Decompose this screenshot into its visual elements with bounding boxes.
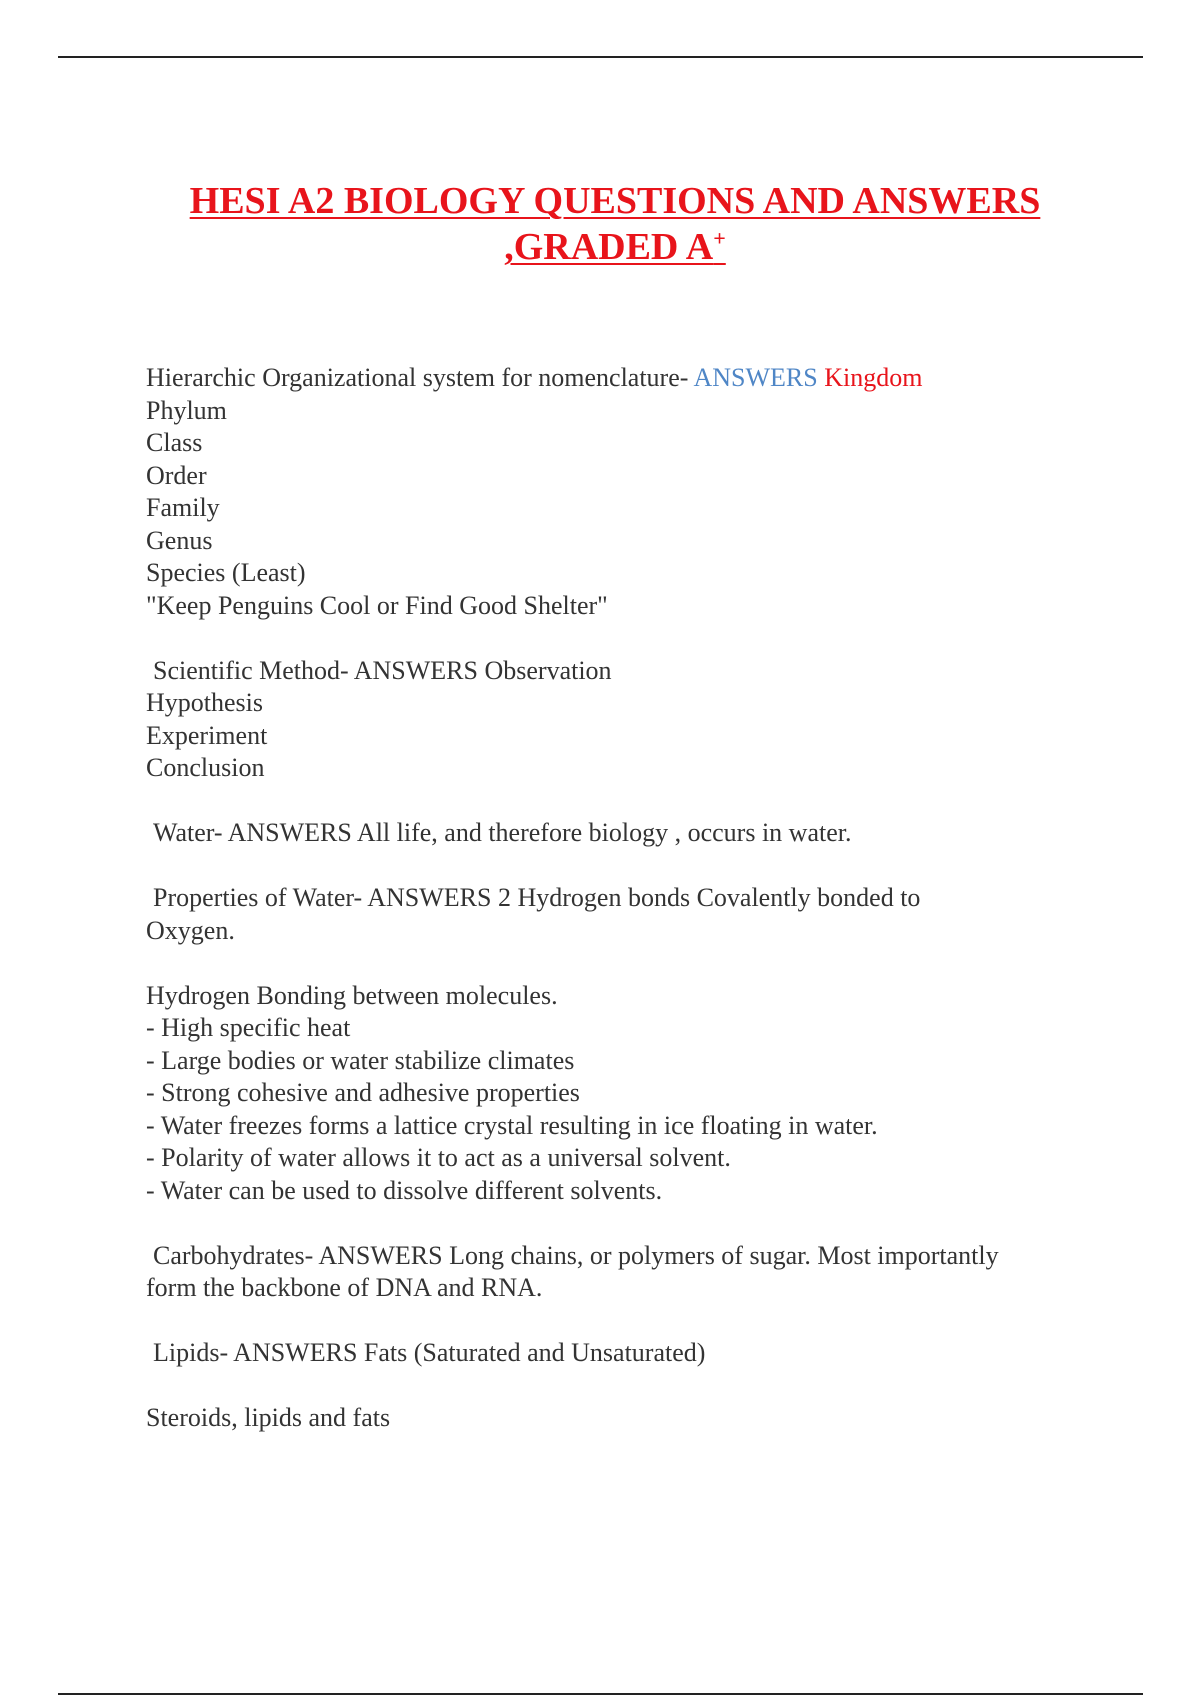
lipids-line: Lipids- ANSWERS Fats (Saturated and Unsaturated) xyxy=(153,1338,706,1367)
scientific-method-line: Scientific Method- ANSWERS Observation xyxy=(153,655,612,685)
list-item: - Large bodies or water stabilize climates xyxy=(146,1045,575,1075)
hierarchy-mnemonic: "Keep Penguins Cool or Find Good Shelter" xyxy=(146,590,608,620)
document-body xyxy=(146,362,1086,1435)
document-title xyxy=(60,178,1170,270)
water-line: Water- ANSWERS All life, and therefore biology , occurs in water. xyxy=(153,818,852,847)
properties-line-1: Properties of Water- ANSWERS 2 Hydrogen bonds Covalently bonded to xyxy=(153,883,921,912)
spacer xyxy=(146,850,1086,883)
list-item: Order xyxy=(146,460,207,490)
spacer xyxy=(146,947,1086,980)
list-item: Genus xyxy=(146,525,213,555)
spacer xyxy=(146,1370,1086,1403)
answers-label: ANSWERS xyxy=(693,363,818,392)
title-line-1: HESI A2 BIOLOGY QUESTIONS AND ANSWERS xyxy=(189,180,1041,222)
list-item: Phylum xyxy=(146,395,227,425)
spacer xyxy=(146,1207,1086,1240)
hierarchy-question: Hierarchic Organizational system for nomenclature- xyxy=(146,363,694,392)
list-item: Species (Least) xyxy=(146,558,306,587)
title-line-2: ,GRADED A xyxy=(504,226,714,268)
hierarchy-first-item: Kingdom xyxy=(824,363,923,392)
spacer xyxy=(146,785,1086,818)
properties-line-2: Oxygen. xyxy=(146,915,235,945)
list-item: - Water can be used to dissolve different solvents. xyxy=(146,1175,663,1205)
list-item: Hypothesis xyxy=(146,688,263,717)
top-rule xyxy=(58,56,1143,58)
list-item: - Polarity of water allows it to act as a universal solvent. xyxy=(146,1143,731,1172)
spacer xyxy=(146,622,1086,655)
spacer xyxy=(146,1305,1086,1338)
list-item: Family xyxy=(146,493,220,522)
carbohydrates-line-1: Carbohydrates- ANSWERS Long chains, or polymers of sugar. Most importantly xyxy=(153,1240,999,1270)
list-item: Conclusion xyxy=(146,753,265,782)
steroids-line: Steroids, lipids and fats xyxy=(146,1403,391,1432)
hierarchy-question-line xyxy=(146,362,1086,395)
list-item: Experiment xyxy=(146,720,268,750)
title-superscript: + xyxy=(713,225,726,251)
hydrogen-bonding-heading: Hydrogen Bonding between molecules. xyxy=(146,980,558,1010)
carbohydrates-line-2: form the backbone of DNA and RNA. xyxy=(146,1273,543,1302)
list-item: - High specific heat xyxy=(146,1013,351,1042)
list-item: Class xyxy=(146,428,203,457)
list-item: - Strong cohesive and adhesive properties xyxy=(146,1078,580,1107)
list-item: - Water freezes forms a lattice crystal resulting in ice floating in water. xyxy=(146,1110,878,1140)
bottom-rule xyxy=(58,1693,1143,1695)
